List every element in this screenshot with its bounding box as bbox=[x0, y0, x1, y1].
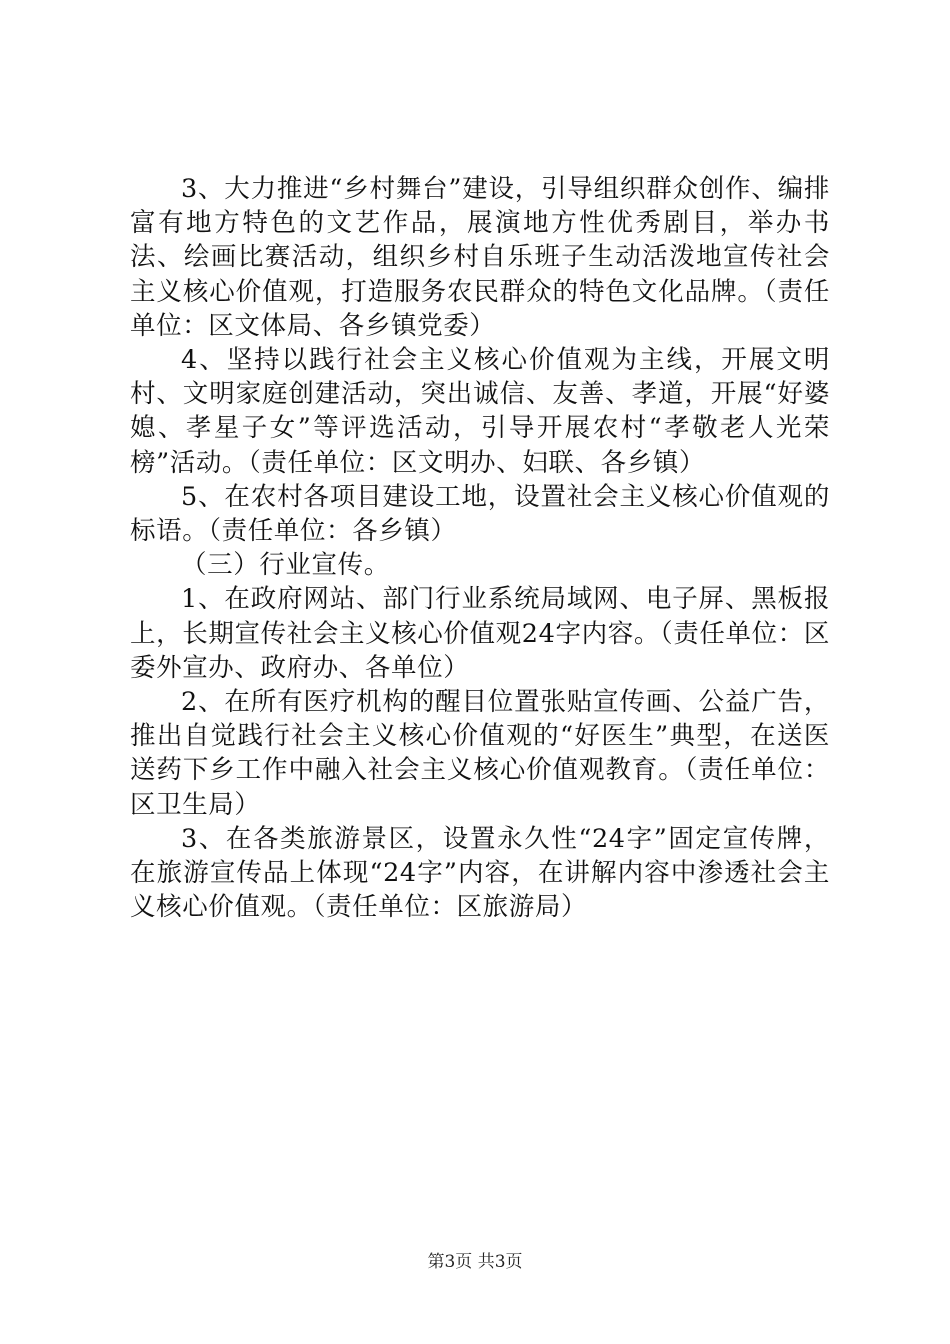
paragraph-medical-institutions: 2、在所有医疗机构的醒目位置张贴宣传画、公益广告，推出自觉践行社会主义核心价值观的“好医生”典型，在送医送药下乡工作中融入社会主义核心价值观教育。（责任单位：区卫生局） bbox=[130, 687, 830, 820]
paragraph-village-stage: 3、大力推进“乡村舞台”建设，引导组织群众创作、编排富有地方特色的文艺作品，展演地方性优秀剧目，举办书法、绘画比赛活动，组织乡村自乐班子生动活泼地宣传社会主义核心价值观，打造服务农民群众的特色文化品牌。（责任单位：区文体局、各乡镇党委） bbox=[130, 174, 830, 341]
page-number-footer: 第3页 共3页 bbox=[427, 1252, 523, 1272]
paragraph-tourist-areas: 3、在各类旅游景区，设置永久性“24字”固定宣传牌，在旅游宣传品上体现“24字”内容，在讲解内容中渗透社会主义核心价值观。（责任单位：区旅游局） bbox=[130, 823, 830, 923]
paragraph-government-website: 1、在政府网站、部门行业系统局域网、电子屏、黑板报上，长期宣传社会主义核心价值观24字内容。（责任单位：区委外宣办、政府办、各单位） bbox=[130, 584, 830, 683]
paragraph-civilized-village: 4、坚持以践行社会主义核心价值观为主线，开展文明村、文明家庭创建活动，突出诚信、友善、孝道，开展“好婆媳、孝星子女”等评选活动，引导开展农村“孝敬老人光荣榜”活动。（责任单位：区文明办、妇联、各乡镇） bbox=[130, 345, 830, 478]
paragraph-construction-slogans: 5、在农村各项目建设工地，设置社会主义核心价值观的标语。（责任单位：各乡镇） bbox=[130, 481, 830, 547]
section-heading-industry-publicity: （三）行业宣传。 bbox=[181, 550, 390, 581]
document-body bbox=[130, 172, 830, 924]
